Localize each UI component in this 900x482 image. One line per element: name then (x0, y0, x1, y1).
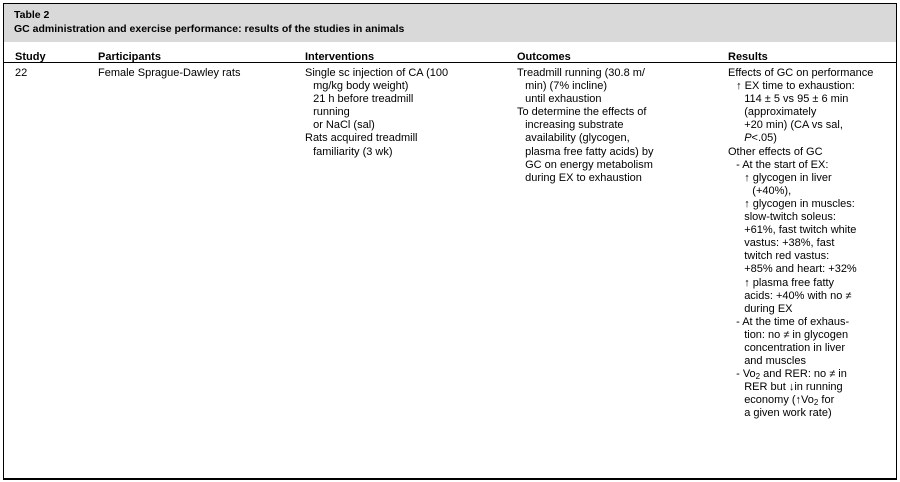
cell-line: or NaCl (sal) (313, 119, 375, 132)
cell-line: during EX (744, 302, 793, 315)
cell-results (728, 67, 873, 421)
cell-line: +61%, fast twitch white (744, 224, 857, 237)
cell-participants-value: Female Sprague-Dawley rats (98, 67, 241, 79)
cell-line: Single sc injection of CA (100 (305, 67, 449, 79)
cell-line: P<.05) (744, 132, 777, 145)
cell-line: (approximately (744, 106, 817, 119)
cell-line: economy ($↑Vo_2$ for (744, 394, 835, 408)
cell-line: slow-twitch soleus: (744, 211, 836, 224)
cell-line: Rats acquired treadmill (305, 132, 418, 145)
cell-line: tion: no ≠ in glycogen (744, 328, 849, 341)
header-study: Study (15, 51, 46, 63)
cell-line: Other effects of GC (728, 145, 823, 158)
cell-line: +20 min) (CA vs sal, (744, 119, 843, 132)
table-label: Table 2 (14, 9, 50, 21)
cell-line: To determine the effects of (517, 106, 647, 119)
cell-line: increasing substrate (525, 119, 624, 132)
cell-line: twitch red vastus: (744, 250, 830, 263)
cell-interventions (305, 67, 448, 159)
cell-line: plasma free fatty acids) by (525, 145, 654, 158)
cell-line: a given work rate) (744, 407, 832, 420)
cell-line: - At the start of EX: (736, 158, 829, 171)
header-results: Results (728, 51, 768, 63)
cell-line: Treadmill running (30.8 m/ (517, 67, 645, 79)
cell-line: +85% and heart: +32% (744, 263, 857, 276)
cell-line: RER but ↓in running (744, 381, 843, 394)
cell-line: min) (7% incline) (525, 80, 608, 93)
cell-line: until exhaustion (525, 93, 602, 106)
cell-line: ↑ glycogen in liver (744, 171, 832, 184)
table-caption (4, 4, 896, 42)
cell-line: Effects of GC on performance (728, 67, 874, 79)
table-bottom-rule (3, 478, 897, 480)
cell-line: - $Vo_2$ and RER: no ≠ in (736, 368, 847, 382)
cell-line: vastus: +38%, fast (744, 237, 835, 250)
cell-line: during EX to exhaustion (525, 171, 642, 184)
cell-line: 114 ± 5 vs 95 ± 6 min (744, 93, 849, 106)
cell-line: and muscles (744, 355, 806, 368)
cell-line: ↑ plasma free fatty (744, 276, 835, 289)
cell-study-value: 22 (15, 67, 28, 79)
cell-line: concentration in liver (744, 341, 846, 354)
cell-line: mg/kg body weight) (313, 80, 409, 93)
header-interventions: Interventions (305, 51, 375, 63)
cell-line: (+40%), (752, 184, 792, 197)
cell-study (15, 67, 27, 80)
cell-line: acids: +40% with no ≠ (744, 289, 852, 302)
cell-line: running (313, 106, 350, 119)
cell-line: GC on energy metabolism (525, 158, 653, 171)
table-frame (3, 3, 897, 479)
cell-outcomes (517, 67, 653, 185)
table-title: GC administration and exercise performance: results of the studies in animals (14, 23, 405, 35)
cell-line: availability (glycogen, (525, 132, 630, 145)
cell-line: ↑ EX time to exhaustion: (736, 80, 855, 93)
cell-line: familiarity (3 wk) (313, 145, 393, 158)
cell-line: 21 h before treadmill (313, 93, 414, 106)
header-outcomes: Outcomes (517, 51, 571, 63)
table-header-row (4, 42, 896, 63)
cell-line: ↑ glycogen in muscles: (744, 197, 855, 210)
cell-participants (98, 67, 240, 80)
cell-line: - At the time of exhaus- (736, 315, 850, 328)
header-participants: Participants (98, 51, 161, 63)
